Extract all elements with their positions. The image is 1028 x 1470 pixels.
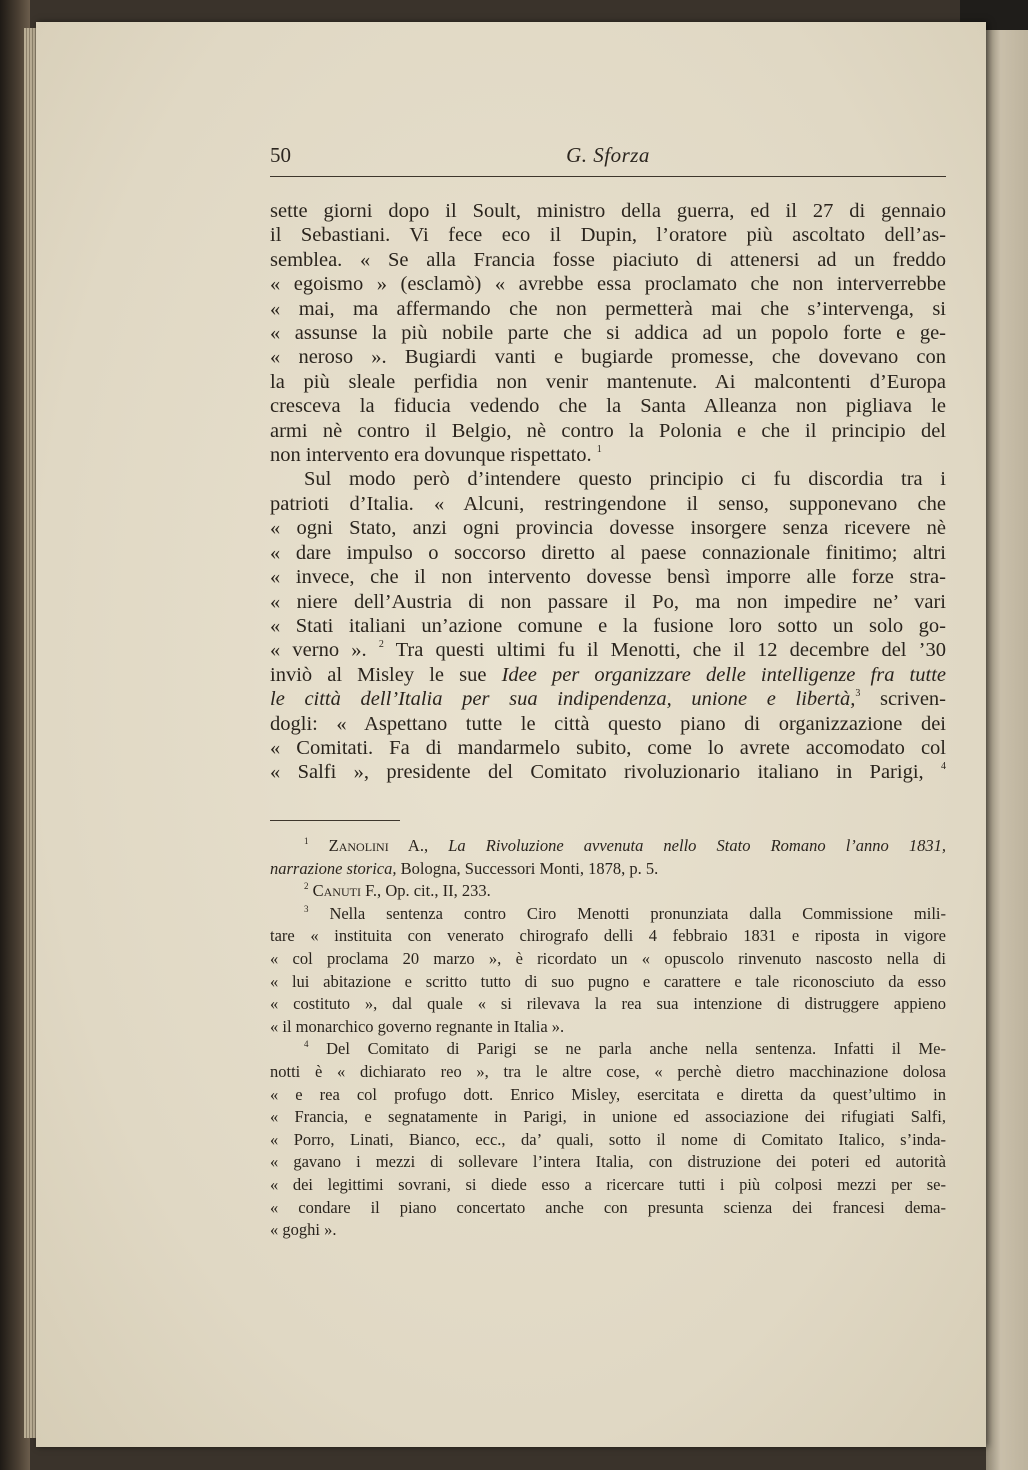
footnote-2-author: Canuti F., [312,881,382,901]
text-line: « dare impulso o soccorso diretto al paese connazionale finitimo; altri [270,541,946,564]
footnote-3-mark: 3 [304,903,309,914]
note-mark-1: 1 [596,444,602,456]
text-line: « invece, che il non intervento dovesse bensì imporre alle forze stra- [270,566,946,589]
text-line: « assunse la più nobile parte che si addica ad un popolo forte e ge- [270,322,946,345]
text-line: cresceva la fiducia vedendo che la Santa Alleanza non pigliava le [270,395,946,418]
text-segment: « Salfi », presidente del Comitato rivoluzionario italiano in Parigi, [270,761,924,784]
footnote-1-line [270,858,946,881]
footnote-4-line: « e rea col profugo dott. Enrico Misley, esercitata e diretta da quest’ultimo in [270,1084,946,1104]
note-mark-4: 4 [941,761,946,773]
footnote-4-line: « Porro, Linati, Bianco, ecc., da’ quali, sotto il nome di Comitato Italico, s’inda- [270,1129,946,1149]
footnote-1-subtitle: narrazione storica, [270,858,397,878]
text-line: « Comitati. Fa di mandarmelo subito, come lo avrete accomodato col [270,736,946,759]
text-segment: non intervento era dovunque rispettato. [270,444,592,467]
running-head [270,142,946,177]
footnote-4-line [270,1038,946,1061]
footnote-4-line: notti è « dichiarato reo », tra le altre cose, « perchè dietro macchinazione dolosa [270,1061,946,1081]
text-line [270,443,946,467]
footnote-3-text: Nella sentenza contro Ciro Menotti pronunziata dalla Commissione mili- [329,903,946,923]
footnote-2-line [270,880,946,903]
footnote-4-line: « dei legittimi sovrani, si diede esso a ricercare tutti i più colposi mezzi per se- [270,1174,946,1194]
footnote-1-author: Zanolini A., [328,836,429,855]
main-text [270,199,946,785]
footnote-separator [270,820,400,821]
footnote-4-line: « goghi ». [270,1220,337,1240]
text-line: « ogni Stato, anzi ogni provincia dovesse insorgere senza ricevere nè [270,517,946,540]
footnotes [270,835,946,1242]
text-line: « mai, ma affermando che non permetterà mai che s’intervenga, si [270,297,946,320]
footnote-1-mark: 1 [304,836,309,846]
footnote-1-rest: Bologna, Successori Monti, 1878, p. 5. [400,858,659,878]
text-line: armi nè contro il Belgio, nè contro la Polonia e che il principio del [270,419,946,442]
text-line: « egoismo » (esclamò) « avrebbe essa proclamato che non interverrebbe [270,273,946,296]
next-page-strip [986,0,1028,1470]
footnote-4-line: « condare il piano concertato anche con presunta scienza dei francesi dema- [270,1197,946,1217]
footnote-4-line: « gavano i mezzi di sollevare l’intera Italia, con distruzione dei poteri ed autorità [270,1152,946,1172]
text-line: dogli: « Aspettano tutte le città questo piano di organizzazione dei [270,712,946,735]
footnote-2-rest: Op. cit., II, 233. [385,881,491,901]
footnote-1-line [270,835,946,858]
italic-title: le città dell’Italia per sua indipendenza, unione e libertà, [270,688,856,711]
footnote-3-line: « il monarchico governo regnante in Italia ». [270,1016,565,1036]
note-mark-3: 3 [855,688,861,700]
footnote-3-line: « costituto », dal quale « si rilevava la rea sua intenzione di distruggere appieno [270,994,946,1014]
text-line [270,638,946,662]
footnote-2-mark: 2 [304,881,309,892]
text-segment: scriven- [879,688,947,711]
text-line: Sul modo però d’intendere questo principio ci fu discordia tra i [304,468,946,491]
note-mark-2: 2 [378,639,384,651]
footnote-4-line: « Francia, e segnatamente in Parigi, in unione ed associazione dei rifugiati Salfi, [270,1107,946,1127]
text-line [270,663,946,687]
text-line: semblea. « Se alla Francia fosse piaciuto di attenersi ad un freddo [270,248,946,271]
text-line: « Stati italiani un’azione comune e la fusione loro sotto un solo go- [270,614,946,637]
footnote-3-line [270,903,946,926]
footnote-3-line: « lui abitazione e scritto tutto di suo pugno e carattere e tale riconosciuto da esso [270,971,946,991]
footnote-3-line: tare « instituita con venerato chirografo delli 4 febbraio 1831 e riposta in vigore [270,926,946,946]
italic-title: Idee per organizzare delle intelligenze fra tutte [501,663,946,686]
text-line: « niere dell’Austria di non passare il Po, ma non impedire ne’ vari [270,590,946,613]
text-line [270,760,946,784]
text-line: la più sleale perfidia non venir mantenute. Ai malcontenti d’Europa [270,370,946,393]
footnote-1-title: La Rivoluzione avvenuta nello Stato Romano l’anno 1831, [448,836,947,855]
footnote-3-line: « col proclama 20 marzo », è ricordato un « opuscolo rinvenuto nascosto nella di [270,948,946,968]
running-head-author: G. Sforza [566,143,650,167]
text-line: « neroso ». Bugiardi vanti e bugiarde promesse, che dovevano con [270,346,946,369]
text-segment: « verno ». [270,639,367,662]
text-segment: Tra questi ultimi fu il Menotti, che il 12 decembre del ’30 [395,639,946,662]
page-number: 50 [270,143,291,167]
text-line [270,687,946,711]
text-line: patrioti d’Italia. « Alcuni, restringendone il senso, supponevano che [270,492,946,515]
text-line: il Sebastiani. Vi fece eco il Dupin, l’oratore più ascoltato dell’as- [270,224,946,247]
footnote-4-text: Del Comitato di Parigi se ne parla anche nella sentenza. Infatti il Me- [326,1039,946,1059]
text-line: sette giorni dopo il Soult, ministro della guerra, ed il 27 di gennaio [270,200,946,222]
text-segment: inviò al Misley le sue [270,663,487,686]
footnote-4-mark: 4 [304,1039,309,1050]
